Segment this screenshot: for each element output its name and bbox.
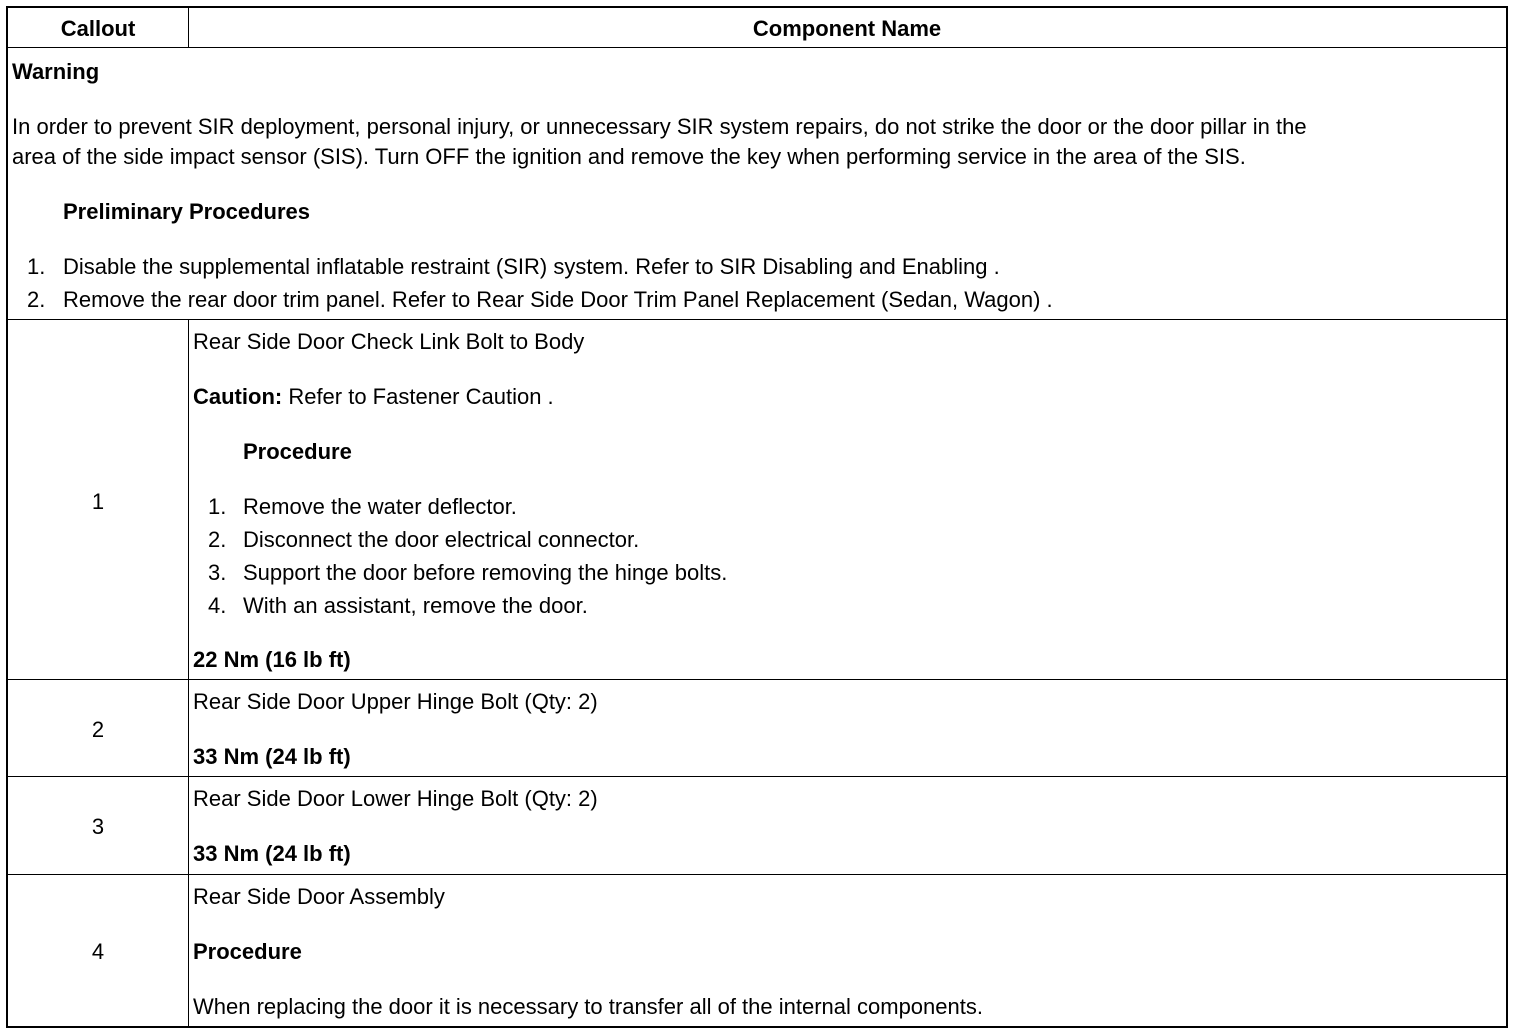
header-divider	[8, 47, 1506, 48]
column-divider	[188, 319, 189, 1026]
caution-line	[193, 384, 554, 410]
procedure-title: Procedure	[193, 939, 302, 964]
row-divider	[8, 679, 1506, 680]
torque-spec: 33 Nm (24 lb ft)	[193, 744, 351, 769]
procedure-step-number: 3.	[208, 560, 227, 585]
procedure-note: When replacing the door it is necessary to transfer all of the internal components.	[193, 994, 983, 1019]
procedure-step-text: Disconnect the door electrical connector.	[243, 527, 640, 552]
row-divider	[8, 874, 1506, 875]
header-callout: Callout	[60, 16, 136, 41]
caution-text: Refer to Fastener Caution .	[282, 384, 554, 409]
callout-number: 2	[91, 717, 105, 742]
component-table	[6, 6, 1508, 1028]
component-name: Rear Side Door Assembly	[193, 884, 445, 909]
procedure-step-text: Remove the water deflector.	[243, 494, 517, 519]
procedure-step-text: Support the door before removing the hinge bolts.	[243, 560, 728, 585]
callout-number: 3	[91, 814, 105, 839]
prelim-step-number: 1.	[27, 254, 46, 279]
warning-title: Warning	[12, 59, 100, 84]
callout-number: 1	[91, 489, 105, 514]
procedure-step-number: 1.	[208, 494, 227, 519]
torque-spec: 22 Nm (16 lb ft)	[193, 647, 351, 672]
torque-spec: 33 Nm (24 lb ft)	[193, 841, 351, 866]
procedure-step-number: 2.	[208, 527, 227, 552]
component-name: Rear Side Door Lower Hinge Bolt (Qty: 2)	[193, 786, 598, 811]
procedure-step-text: With an assistant, remove the door.	[243, 593, 588, 618]
caution-label: Caution:	[193, 384, 283, 409]
prelim-step-number: 2.	[27, 287, 46, 312]
procedure-step-number: 4.	[208, 593, 227, 618]
header-component-name: Component Name	[752, 16, 942, 41]
warning-text-line: area of the side impact sensor (SIS). Turn OFF the ignition and remove the key when performing service in the area of the SIS.	[12, 144, 1246, 169]
component-name: Rear Side Door Upper Hinge Bolt (Qty: 2)	[193, 689, 598, 714]
prelim-step-text: Remove the rear door trim panel. Refer to Rear Side Door Trim Panel Replacement (Sedan, Wagon) .	[63, 287, 1053, 312]
row-divider	[8, 319, 1506, 320]
prelim-step-text: Disable the supplemental inflatable restraint (SIR) system. Refer to SIR Disabling and Enabling .	[63, 254, 1000, 279]
callout-number: 4	[91, 939, 105, 964]
row-divider	[8, 776, 1506, 777]
component-name: Rear Side Door Check Link Bolt to Body	[193, 329, 585, 354]
procedure-title: Procedure	[243, 439, 352, 464]
warning-text-line: In order to prevent SIR deployment, personal injury, or unnecessary SIR system repairs, do not strike the door or the door pillar in the	[12, 114, 1307, 139]
preliminary-procedures-title: Preliminary Procedures	[63, 199, 311, 224]
